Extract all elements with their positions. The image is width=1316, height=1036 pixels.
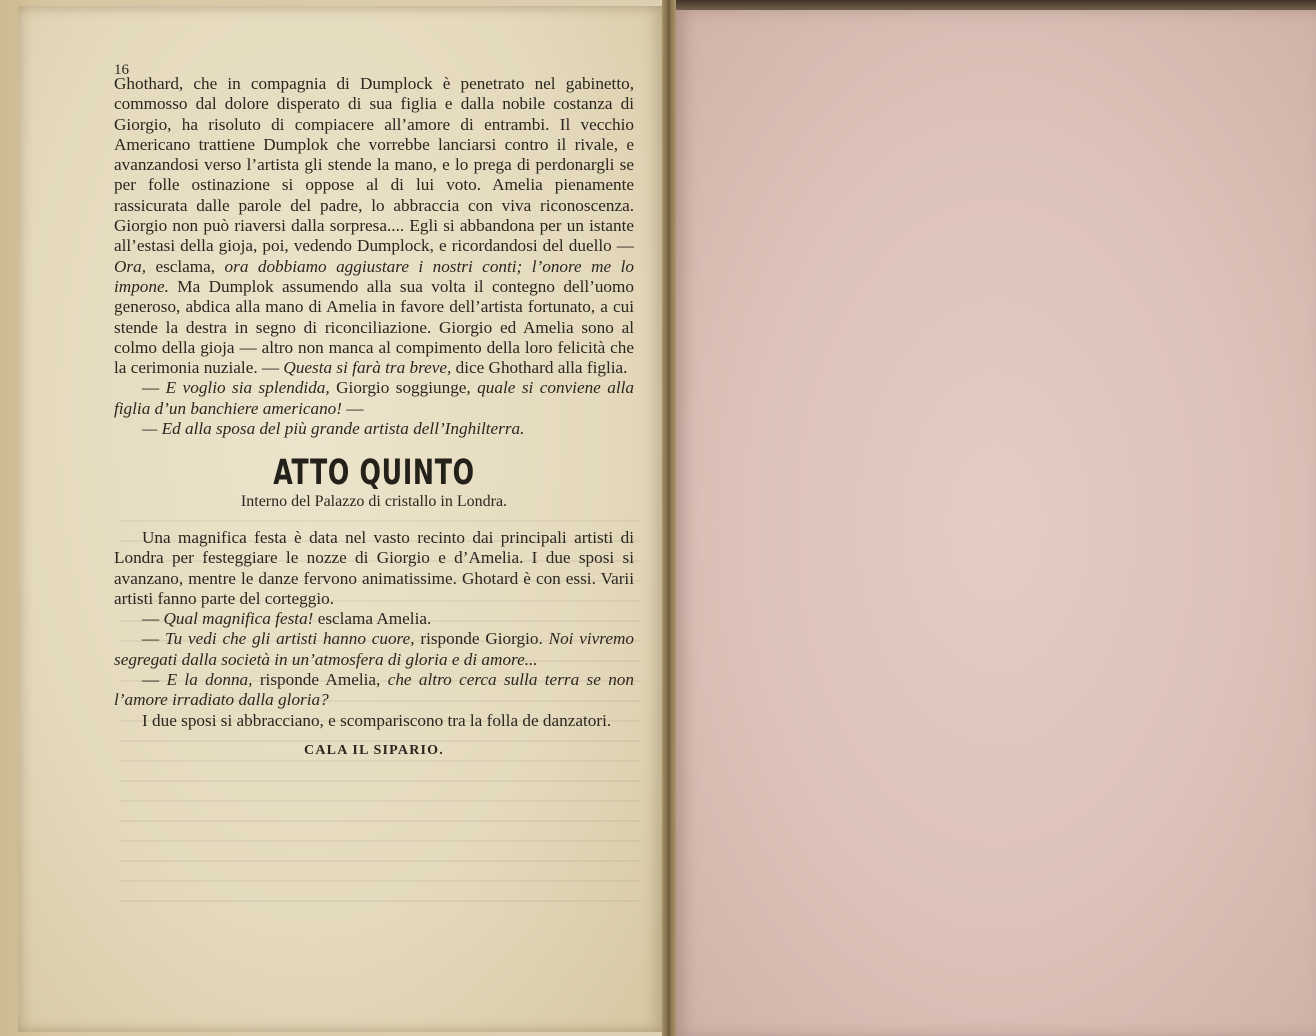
paragraph-festa: Una magnifica festa è data nel vasto recinto dai principali artisti di Londra per festeggiare le nozze di Giorgio e d’Amelia. I due sposi si avanzano, mentre le danze fervono animatissime. Ghotard è con essi. Varii artisti fanno parte del corteggio.: [114, 527, 634, 608]
scene-setting: Interno del Palazzo di cristallo in Londra.: [240, 492, 508, 510]
line-voglio-run-3: quale si conviene alla figlia d’un banchiere americano!: [114, 378, 635, 418]
line-cuore-run-1: Tu vedi che gli artisti hanno cuore,: [165, 629, 415, 649]
page-number: 16: [114, 62, 129, 78]
line-voglio-run-0: —: [142, 378, 166, 398]
line-donna-run-3: che altro cerca sulla terra se non l’amore irradiato dalla gloria?: [114, 670, 634, 710]
line-festa-run-1: Qual magnifica festa!: [163, 609, 314, 629]
line-donna: [114, 670, 634, 711]
paragraph-sposi: I due sposi si abbracciano, e scompariscono tra la folla de danzatori.: [142, 710, 612, 730]
paragraph-1-run-1: Ora,: [114, 256, 146, 276]
line-cuore-run-3: Noi vivremo segregati dalla società in un’atmosfera di gloria e di amore...: [114, 629, 634, 669]
line-donna-run-1: E la donna,: [166, 670, 253, 690]
paragraph-1-run-4: Ma Dumplok assumendo alla sua volta il contegno dell’uomo generoso, abdica alla mano di Amelia in favore dell’artista fortunato, a cui stende la destra in segno di riconciliazione. Giorgio ed Amelia sono al colmo della gioja — altro non manca al compimento della loro felicità che la cerimonia nuziale. —: [114, 276, 634, 378]
line-cuore-run-2: risponde Giorgio.: [414, 629, 549, 649]
paragraph-1-run-5: Questa si farà tra breve,: [283, 358, 452, 378]
line-voglio: [114, 378, 634, 419]
paragraph-ghothard: [114, 74, 634, 378]
line-voglio-run-1: E voglio sia splendida,: [165, 378, 330, 398]
line-donna-run-2: risponde Amelia,: [252, 670, 388, 690]
right-page-blank: [676, 10, 1316, 1036]
line-cuore-run-0: —: [142, 629, 165, 649]
line-voglio-run-2: Giorgio soggiunge,: [329, 378, 478, 398]
paragraph-1-run-0: Ghothard, che in compagnia di Dumplock è penetrato nel gabinetto, commosso dal dolore disperato di sua figlia e dalla nobile costanza di Giorgio, ha risoluto di compiacere all’amore di entrambi. Il vecchio Americano trattiene Dumplok che vorrebbe lanciarsi contro il rivale, e avanzandosi verso l’artista gli stende la mano, e lo prega di perdonargli se per folle ostinazione si oppose al di lui voto. Amelia pienamente rassicurata dalle parole del padre, lo abbraccia con viva riconoscenza. Giorgio non può riaversi dalla sorpresa.... Egli si abbandona per un istante all’estasi della gioja, poi, vedendo Dumplock, e ricordandosi del duello —: [114, 74, 634, 256]
line-festa-run-2: esclama Amelia.: [313, 609, 432, 629]
line-festa: [114, 609, 634, 629]
paragraph-1-run-6: dice Ghothard alla figlia.: [451, 358, 628, 378]
paragraph-1-run-2: esclama,: [146, 256, 225, 276]
line-cuore: [114, 629, 634, 670]
line-donna-run-0: —: [142, 670, 167, 690]
line-sposa: — Ed alla sposa del più grande artista dell’Inghilterra.: [142, 419, 525, 439]
page-text: [114, 60, 634, 761]
curtain-line: CALA IL SIPARIO.: [304, 742, 444, 758]
line-festa-run-0: —: [142, 609, 164, 629]
line-voglio-run-4: —: [342, 398, 364, 418]
paragraph-1-run-3: ora dobbiamo aggiustare i nostri conti; l’onore me lo impone.: [114, 256, 634, 296]
act-heading: ATTO QUINTO: [273, 453, 475, 494]
